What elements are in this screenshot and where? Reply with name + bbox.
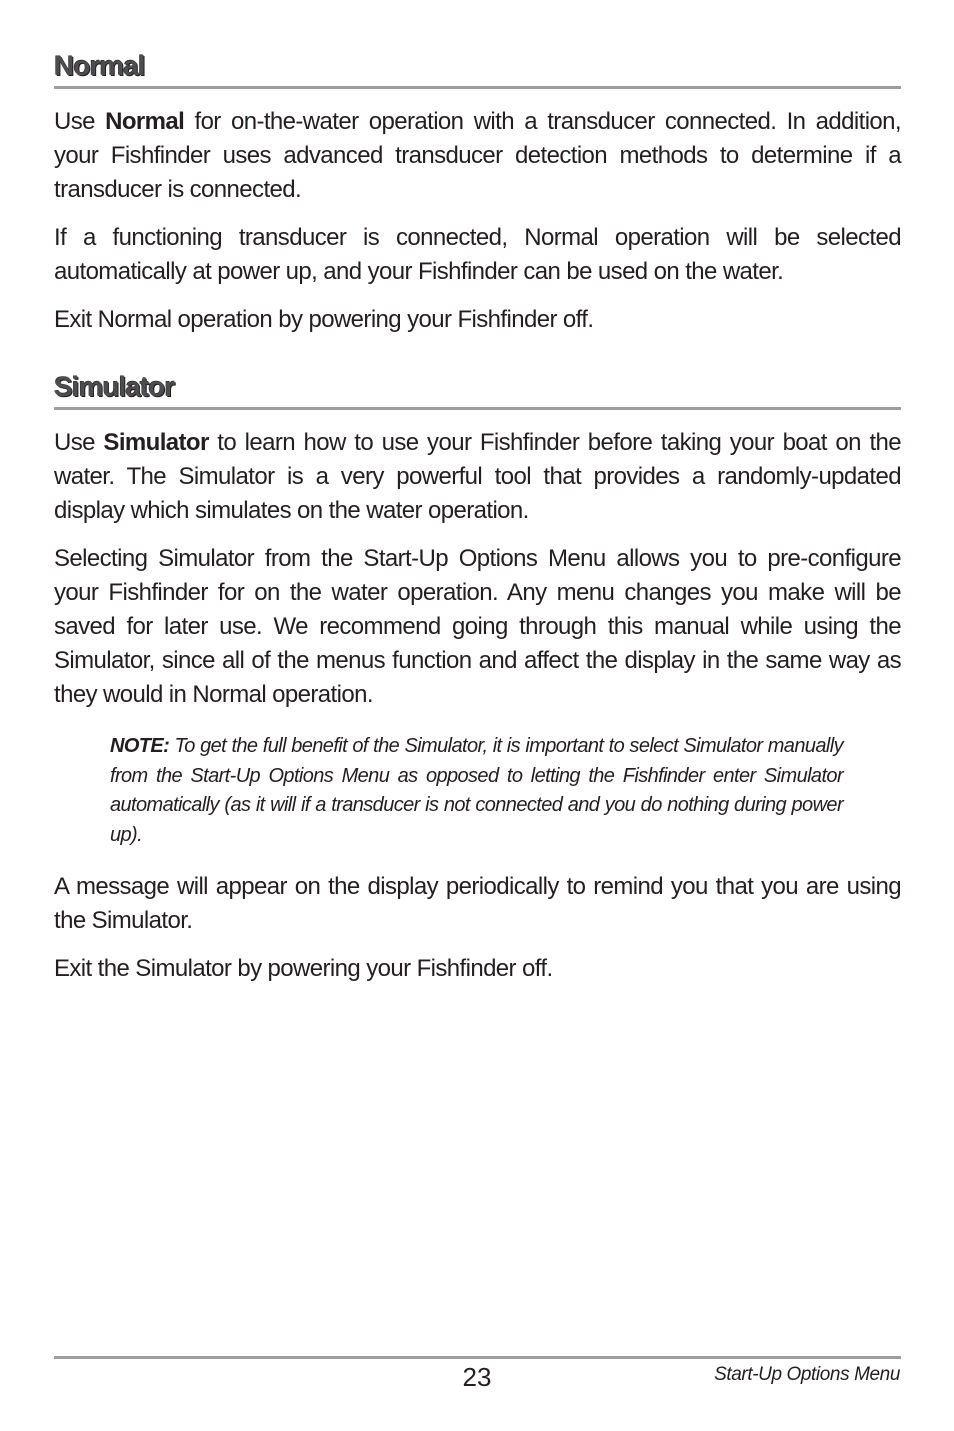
note-label: NOTE: <box>110 735 170 757</box>
section-normal <box>54 52 901 337</box>
paragraph <box>54 426 901 528</box>
footer-rule <box>54 1356 901 1359</box>
section-simulator <box>54 373 901 986</box>
section-heading-simulator: Simulator <box>54 371 175 402</box>
text-run: to learn how to use your Fishfinder before taking your boat on the water. The Simulator is a very powerful tool that provides a randomly-updated display which simulates on the water operation. <box>54 429 902 524</box>
paragraph: If a functioning transducer is connected, Normal operation will be selected automatically at power up, and your Fishfinder can be used on the water. <box>54 224 901 285</box>
note-block <box>110 732 843 850</box>
text-run: Use <box>54 108 106 135</box>
page-number: 23 <box>462 1362 492 1392</box>
paragraph: Exit the Simulator by powering your Fishfinder off. <box>54 955 553 982</box>
note-text: To get the full benefit of the Simulator, it is important to select Simulator manually from the Start-Up Options Menu as opposed to letting the Fishfinder enter Simulator automatically (as it will if a transducer is not connected and you do nothing during power up). <box>110 735 843 846</box>
section-rule <box>54 407 901 410</box>
paragraph: A message will appear on the display periodically to remind you that you are using the Simulator. <box>54 873 901 934</box>
section-heading-normal: Normal <box>54 50 145 81</box>
footer-title: Start-Up Options Menu <box>714 1364 900 1385</box>
section-rule <box>54 86 901 89</box>
bold-term: Normal <box>105 108 185 135</box>
paragraph <box>54 105 901 207</box>
text-run: for on-the-water operation with a transducer connected. In addition, your Fishfinder uses advanced transducer detection methods to determine if a transducer is connected. <box>54 108 901 203</box>
paragraph: Exit Normal operation by powering your Fishfinder off. <box>54 306 594 333</box>
text-run: Use <box>54 429 104 456</box>
bold-term: Simulator <box>103 429 209 456</box>
paragraph: Selecting Simulator from the Start-Up Options Menu allows you to pre-configure your Fishfinder for on the water operation. Any menu changes you make will be saved for later use. We recommend going through this manual while using the Simulator, since all of the menus function and affect the display in the same way as they would in Normal operation. <box>54 545 901 708</box>
